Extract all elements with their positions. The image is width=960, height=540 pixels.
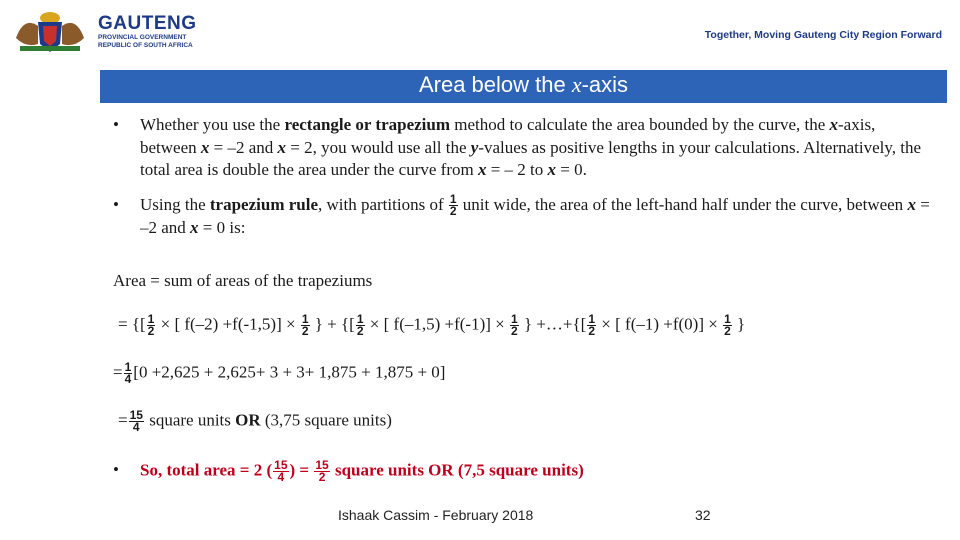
slide-content [113, 114, 933, 252]
tagline: Together, Moving Gauteng City Region Forward [704, 29, 942, 41]
text: square units OR (7,5 square units) [330, 460, 584, 480]
fraction-denominator: 2 [511, 324, 518, 338]
fraction-numerator: 1 [356, 312, 364, 326]
page-number: 32 [695, 507, 711, 523]
fraction-numerator: 15 [315, 458, 329, 472]
fraction-half [723, 314, 732, 337]
footer-author: Ishaak Cassim - February 2018 [338, 507, 534, 523]
bullet-dot-icon: • [113, 460, 119, 480]
brand-block [98, 14, 197, 50]
fraction-denominator: 4 [277, 470, 285, 484]
fraction-denominator: 2 [724, 324, 731, 338]
title-text-pre: Area below the [418, 72, 572, 97]
var-x: x [190, 218, 199, 238]
var-y: y [470, 137, 479, 157]
title-text-post: -axis [581, 72, 629, 97]
bullet-method [113, 114, 933, 182]
fraction-denominator: 2 [449, 204, 457, 219]
text: = [113, 362, 123, 382]
text: = – 2 to [486, 160, 548, 179]
fraction-15-2 [314, 460, 329, 483]
text: = 0. [556, 160, 587, 179]
area-label: Area = sum of areas of the trapeziums [113, 271, 373, 290]
fraction-half [301, 314, 310, 337]
var-x: x [547, 160, 557, 179]
fraction-denominator: 2 [301, 324, 309, 338]
fraction-half [449, 194, 458, 217]
brand-subtitle-1: PROVINCIAL GOVERNMENT [98, 34, 187, 41]
sum-line [118, 314, 745, 337]
text: ) = [289, 460, 314, 480]
text: = –2 and [209, 137, 278, 157]
fraction-half [356, 314, 365, 337]
fraction-half [587, 314, 596, 337]
text: = {[ [118, 314, 146, 334]
fraction-numerator: 1 [301, 312, 309, 326]
fraction-numerator: 15 [129, 408, 143, 422]
coat-of-arms-icon [10, 8, 90, 54]
result-line [118, 410, 392, 433]
text: -values as positive lengths in your calculations. Alternatively, the total area is double the area under the curve from [140, 137, 922, 179]
text: × [ f(–1,5) +f(-1)] × [365, 314, 509, 334]
text: } + {[ [310, 314, 355, 334]
text: = 2, you would use all the [286, 137, 471, 157]
text-bold: OR [235, 410, 261, 430]
text: } +…+{[ [519, 314, 587, 334]
var-x: x [907, 194, 916, 214]
text: (3,75 square units) [260, 410, 392, 430]
text: -axis, between [140, 115, 876, 157]
text: unit wide, the area of the left-hand half under the curve, between [458, 194, 908, 214]
fraction-denominator: 2 [588, 324, 596, 338]
fraction-15-4 [129, 410, 144, 433]
text-bold: trapezium rule [209, 194, 318, 214]
fraction-15-4 [273, 460, 288, 483]
text: Whether you use the [140, 115, 285, 134]
fraction-numerator: 1 [724, 312, 731, 326]
text: , with partitions of [318, 194, 448, 214]
text: square units [144, 410, 236, 430]
brand-subtitle-2: REPUBLIC OF SOUTH AFRICA [98, 42, 193, 49]
bullet-dot-icon: • [113, 115, 119, 134]
fraction-numerator: 1 [124, 360, 132, 374]
text: Using the [140, 194, 210, 214]
gauteng-logo [10, 8, 197, 56]
fraction-denominator: 2 [318, 470, 326, 484]
var-x: x [829, 115, 839, 134]
text: } [732, 314, 746, 334]
final-answer [113, 460, 584, 483]
fraction-denominator: 4 [124, 372, 132, 386]
bullet-trapezium [113, 194, 933, 240]
fraction-half [510, 314, 519, 337]
title-variable: x [571, 72, 582, 97]
text: So, total area = 2 ( [140, 460, 273, 480]
text: [0 +2,625 + 2,625+ 3 + 3+ 1,875 + 1,875 + 0] [133, 362, 446, 382]
brand-name: GAUTENG [98, 13, 197, 34]
fraction-denominator: 4 [132, 420, 140, 434]
text: = 0 is: [198, 218, 246, 238]
var-x: x [277, 137, 287, 157]
fraction-numerator: 15 [274, 458, 288, 472]
fraction-numerator: 1 [449, 192, 457, 207]
text: × [ f(–2) +f(-1,5)] × [156, 314, 300, 334]
fraction-quarter [124, 362, 133, 385]
fraction-numerator: 1 [588, 312, 596, 326]
var-x: x [200, 137, 210, 157]
quarter-line [113, 362, 445, 385]
text: × [ f(–1) +f(0)] × [597, 314, 723, 334]
text-bold: rectangle or trapezium [284, 115, 450, 134]
var-x: x [477, 160, 487, 179]
text: = [118, 410, 128, 430]
fraction-numerator: 1 [147, 312, 155, 326]
text: method to calculate the area bounded by the curve, the [450, 115, 830, 134]
fraction-denominator: 2 [356, 324, 364, 338]
fraction-denominator: 2 [147, 324, 155, 338]
slide-title [100, 70, 947, 103]
bullet-dot-icon: • [113, 194, 119, 214]
text: = –2 and [140, 194, 930, 238]
fraction-numerator: 1 [511, 312, 518, 326]
fraction-half [147, 314, 156, 337]
